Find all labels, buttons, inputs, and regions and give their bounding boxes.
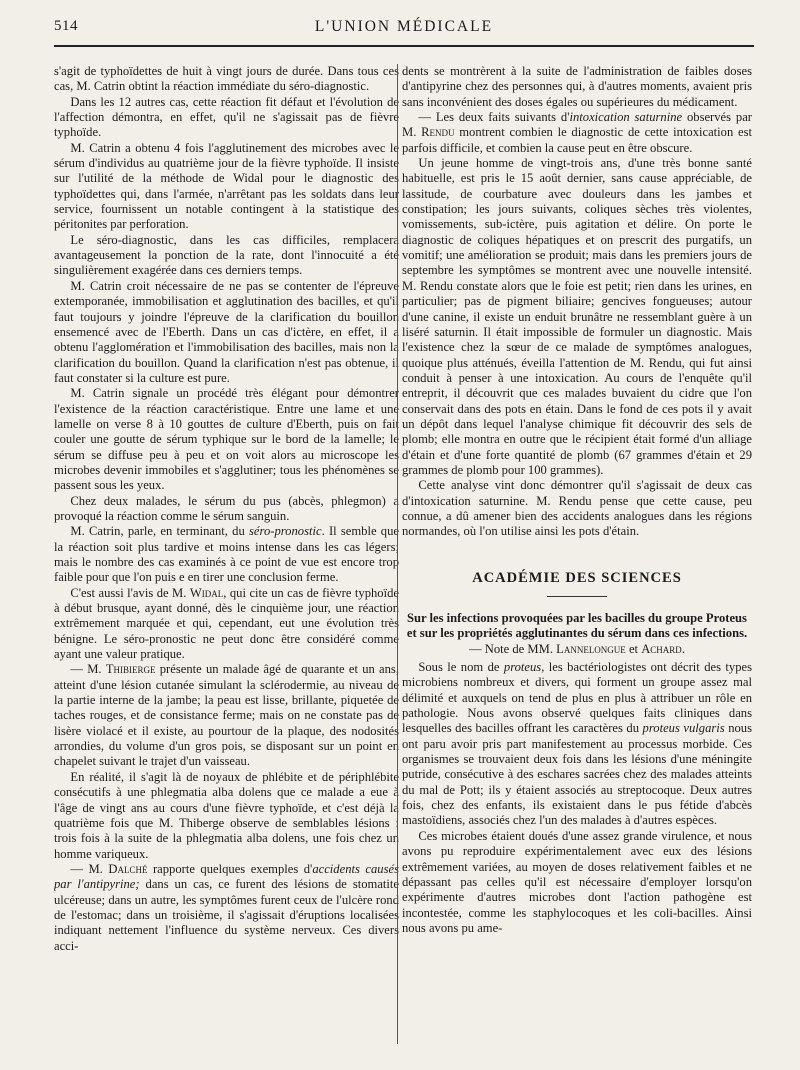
header-rule [54,45,754,47]
emphasis: accidents causés par l'antipyrine; [54,861,399,892]
text: observés par M. [402,110,752,140]
author-name: Rendu [421,125,455,140]
page-number: 514 [54,18,78,34]
text: C'est aussi l'avis de M. [70,585,190,600]
paragraph: Dans les 12 autres cas, cette réaction fit défaut et l'évolution de l'affection démontra, en effet, qu'il ne s'agissait pas de fièvre typhoïde. [54,94,399,140]
paragraph: Le séro-diagnostic, dans les cas difficiles, remplacera avantageusement la ponction de la rate, dont l'innocuité a été singulièrement exagérée dans ces derniers temps. [54,232,399,278]
text: rapporte quelques exemples d' [147,861,313,876]
article-title-text: Sur les infections provoquées par les bacilles du groupe Proteus et sur les propriétés agglutinantes du sérum dans ces infections. [406,611,748,641]
text: , qui cite un cas de fièvre typhoïde à début brusque, ayant donné, dès le cinquième jour, une réaction extrêmement marquée et qui, cependant, eut une évolution très bénigne. Le séro-pronostic ne peut donc être considéré comme ayant une valeur pratique. [54,585,399,662]
text: — Les deux faits suivants d' [418,110,570,125]
text: . Il semble que la réaction soit plus tardive et moins intense dans les cas légers; mais le nombre des cas examinés à ce point de vue est encore trop faible pour que l'on puis e en tirer une conclusion ferme. [54,524,399,585]
author-name: Lannelongue [556,641,626,656]
paragraph: Ces microbes étaient doués d'une assez grande virulence, et nous avons pu reproduire expérimentalement avec eux des lésions extrêmement variées, au moyen de doses relativement faibles et ne dépassant pas celles qu'il est nécessaire d'employer lorsqu'on expérimente d'autres microbes dont l'action pathogène est incontestée, comme les staphylocoques et les coli-bacilles. Ainsi nous avons pu ame- [402,828,752,935]
section-rule [547,596,607,597]
page-header [54,18,754,44]
paragraph: M. Catrin a obtenu 4 fois l'agglutinement des microbes avec le sérum d'individus au quatrième jour de la fièvre typhoïde. Il insiste sur l'utilité de la méthode de Widal pour le diagnostic des typhoïdettes qui, dans l'armée, n'arrêtant pas les soldats dans leur service, fournissent un notable contingent à la statistique des péritonites par perforation. [54,140,399,232]
author-name: Achard [641,641,682,656]
paragraph: M. Catrin signale un procédé très élégant pour démontrer l'existence de la réaction caractéristique. Entre une lame et une lamelle on verse 8 à 10 gouttes de culture d'Eberth, puis on fait couler une goutte de sérum typhique sur le bord de la lamelle; le sérum se diffuse peu à peu et on voit alors au microscope les microbes devenir immobiles et s'agglutiner; tous les phénomènes se passent sous les yeux. [54,386,399,493]
text: présente un malade âgé de quarante et un ans, atteint d'une lésion cutanée simulant la sclérodermie, au niveau de la partie interne de la jambe; la peau est lisse, brillante, piquetée de taches rouges, et de consistance ferme; mais on ne constate pas de lisère violacé et il existe, au pourtour de la plaque, des nodosités arrondies, du volume d'un gros pois, se disposant sur un point en chapelet suivant le trajet d'un vaisseau. [54,662,399,769]
right-column [402,64,752,1044]
paragraph [54,586,399,663]
text: nous ont paru avoir pris part manifestement au processus morbide. Ces organismes se trouvaient deux fois dans les lésions d'une méningite putride, consécutive à des eschares sacrées chez des malades atteints du mal de Pott; ils y étaient associés au streptocoque. Deux autres fois, chez des enfants, ils existaient dans le pus fétide d'abcès mastoïdiens, associés chez l'un des malades à d'autres espèces. [402,721,752,828]
article-title [402,611,752,657]
text: — M. [70,662,106,677]
paragraph [54,862,399,954]
paragraph: Un jeune homme de vingt-trois ans, d'une très bonne santé habituelle, est pris le 15 août dernier, sans cause appréciable, de lassitude, de courbature avec douleurs dans les jambes et constipation; les jours suivants, coliques sèches très violentes, vomissements, sub-ictère, puis agitation et délire. On porte le diagnostic de coliques hépatiques et on prescrit des purgatifs, un vomitif; une amélioration se produit; mais dans les premiers jours de septembre les symptômes se montrent avec une nouvelle intensité. M. Rendu constate alors que le foie est petit; rien dans les urines, en particulier; pas de pigment biliaire; gencives fongueuses; autour d'une canine, il existe un enduit brunâtre ne ressemblant guère à un liséré saturnin. Il était impossible de formuler un diagnostic. Mais l'existence chez la sœur de ce malade de symptômes analogues, quoique plus atténués, éveilla l'attention de M. Rendu, qui fut ainsi conduit à penser à une intoxication. Au cours de l'enquête qu'il entreprit, il découvrit que ces malades buvaient du cidre que l'on conservait dans des pots en étain. Dans le fond de ces pots il y avait un dépôt dans lequel l'analyse chimique fit découvrir des sels de plomb; elle montra en outre que le récipient était formé d'un alliage d'étain et d'une forte quantité de plomb (67 grammes d'étain et 29 grammes de plomb pour 100 grammes). [402,156,752,477]
emphasis: intoxication saturnine [569,110,683,125]
left-column [54,64,399,1044]
paragraph [402,110,752,156]
paragraph: Cette analyse vint donc démontrer qu'il s'agissait de deux cas d'intoxication saturnine. M. Rendu pense que cette cause, peu connue, a dû amener bien des accidents analogues dans les régions normandes, où l'on utilise ainsi les pots d'étain. [402,478,752,539]
paragraph [402,660,752,829]
text: et [625,641,642,656]
author-name: Dalché [108,861,148,876]
paragraph: Chez deux malades, le sérum du pus (abcès, phlegmon) a provoqué la réaction comme le sérum sanguin. [54,493,399,523]
paragraph: M. Catrin croit nécessaire de ne pas se contenter de l'épreuve extemporanée, immobilisation et agglutination des bacilles, et qu'il faut toujours y joindre l'épreuve de la clarification du bouillon ensemencé avec de l'Eberth. Dans un cas d'ictère, en effet, il a obtenu l'agglomération et l'immobilisation des bacilles, mais non la clarification du bouillon. Quand la clarification n'est pas obtenue, il faut constater si la culture est pure. [54,278,399,385]
text: dans un cas, ce furent des lésions de stomatite ulcéreuse; dans un autre, les symptômes furent ceux de l'ulcère rond de l'estomac; dans un troisième, il s'agissait d'éruptions localisées indiquant nettement l'influence du système nerveux. Ces divers acci- [54,877,399,953]
author-name: Widal [189,585,224,600]
paragraph: s'agit de typhoïdettes de huit à vingt jours de durée. Dans tous ces cas, M. Catrin obtint la réaction immédiate du séro-diagnostic. [54,64,399,94]
text: , les bactériologistes ont décrit des types microbiens nombreux et divers, qui forment un groupe assez mal délimité et auxquels on tend de plus en plus à attribuer un rôle en pathologie. Nous avons observé quelques faits cliniques dans lesquelles des bacilles offrant les caractères du [402,660,752,736]
text: . [681,641,685,656]
article-note: — Note de MM. [469,641,557,656]
text: — M. [70,861,109,876]
author-name: Thibierge [105,662,156,677]
paragraph: En réalité, il s'agit là de noyaux de phlébite et de périphlébite consécutifs à une phlegmatia alba dolens que ce malade a eue à l'âge de vingt ans au cours d'une fièvre typhoïde, et c'est déjà la quatrième fois que M. Thiberge observe de semblables lésions : trois fois à la suite de la phlegmatia alba dolens, une fois chez un homme variqueux. [54,769,399,861]
paragraph: dents se montrèrent à la suite de l'administration de faibles doses d'antipyrine chez des personnes qui, à d'autres moments, avaient pris sans inconvénient des doses égales ou supérieures du médicament. [402,64,752,109]
journal-title: L'UNION MÉDICALE [314,18,494,35]
text: Sous le nom de [418,660,504,675]
emphasis: séro-pronostic [249,524,322,539]
column-divider [397,64,398,1044]
emphasis: proteus [503,660,542,675]
text: M. Catrin, parle, en terminant, du [70,524,250,539]
emphasis: proteus vulgaris [642,721,725,736]
paragraph [54,662,399,769]
paragraph [54,524,399,585]
section-heading: ACADÉMIE DES SCIENCES [472,569,682,586]
text: montrent combien le diagnostic de cette intoxication est parfois difficile, et combien la cause peut en être obscure. [402,125,752,155]
